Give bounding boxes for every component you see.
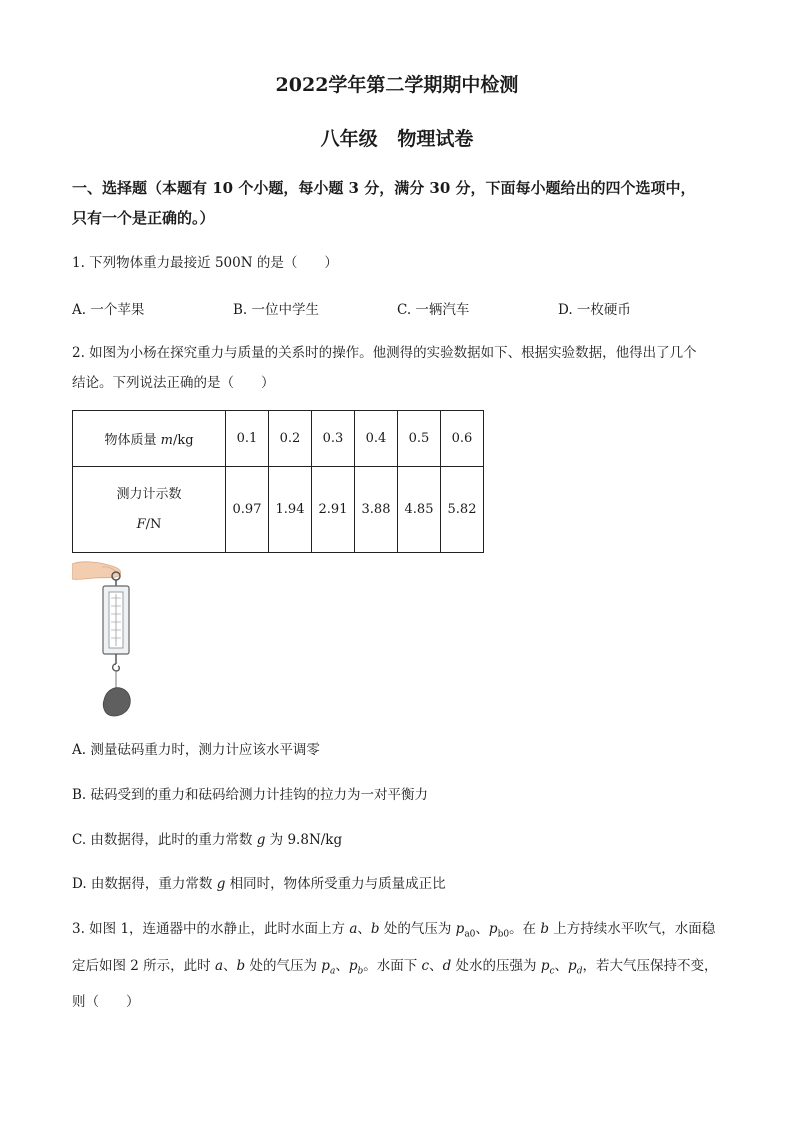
section-heading [72,173,732,233]
data-table [72,410,484,553]
q1-option-c: C. 一辆汽车 [397,302,470,318]
q3-stem [72,914,732,1018]
q2-stem-line1: 2. 如图为小杨在探究重力与质量的关系时的操作。他测得的实验数据如下、根据实验数据，他得出了几个 [72,345,697,361]
q2-stem [72,338,732,398]
table-cell: 5.82 [441,467,484,553]
q3-line1: 3. 如图 1，连通器中的水静止，此时水面上方 a、b 处的气压为 $p_{a0}$、$p_{b0}$。在 b 上方持续水平吹气，水面稳 [72,921,716,940]
table-header-mass: 物体质量 m/kg [73,411,226,467]
exam-title: 2022学年第二学期期中检测 [275,74,519,96]
q1-option-b: B. 一位中学生 [233,302,320,318]
table-cell: 0.2 [269,411,312,467]
table-row [73,467,484,553]
table-cell: 0.4 [355,411,398,467]
q2-option-a: A. 测量砝码重力时，测力计应该水平调零 [72,742,320,758]
table-cell: 0.1 [226,411,269,467]
table-cell: 0.6 [441,411,484,467]
section-heading-line2: 只有一个是正确的。） [72,209,215,227]
q2-option-d: D. 由数据得，重力常数 g 相同时，物体所受重力与质量成正比 [72,876,446,892]
table-cell: 1.94 [269,467,312,553]
table-cell: 0.3 [312,411,355,467]
q3-line2: 定后如图 2 所示，此时 a、b 处的气压为 $p_a$、$p_b$。水面下 c、d 处水的压强为 $p_c$、$p_d$，若大气压保持不变， [72,957,718,977]
q3-line3: 则（ ） [72,994,140,1011]
q1-option-a: A. 一个苹果 [72,302,145,318]
q2-option-b: B. 砝码受到的重力和砝码给测力计挂钩的拉力为一对平衡力 [72,787,429,803]
table-row [73,411,484,467]
spring-scale-illustration [72,560,162,720]
exam-subtitle: 八年级 物理试卷 [320,128,474,150]
q2-stem-line2: 结论。下列说法正确的是（ ） [72,375,275,391]
table-cell: 2.91 [312,467,355,553]
table-cell: 0.97 [226,467,269,553]
table-header-force: 测力计示数 F/N [73,467,226,553]
q1-option-d: D. 一枚硬币 [558,302,631,318]
section-heading-line1: 一、选择题（本题有 10 个小题，每小题 3 分，满分 30 分，下面每小题给出的四个选项中， [72,179,696,197]
table-cell: 0.5 [398,411,441,467]
table-cell: 3.88 [355,467,398,553]
table-cell: 4.85 [398,467,441,553]
q2-option-c: C. 由数据得，此时的重力常数 g 为 9.8N/kg [72,832,343,848]
q1-stem: 1. 下列物体重力最接近 500N 的是（ ） [72,255,338,271]
